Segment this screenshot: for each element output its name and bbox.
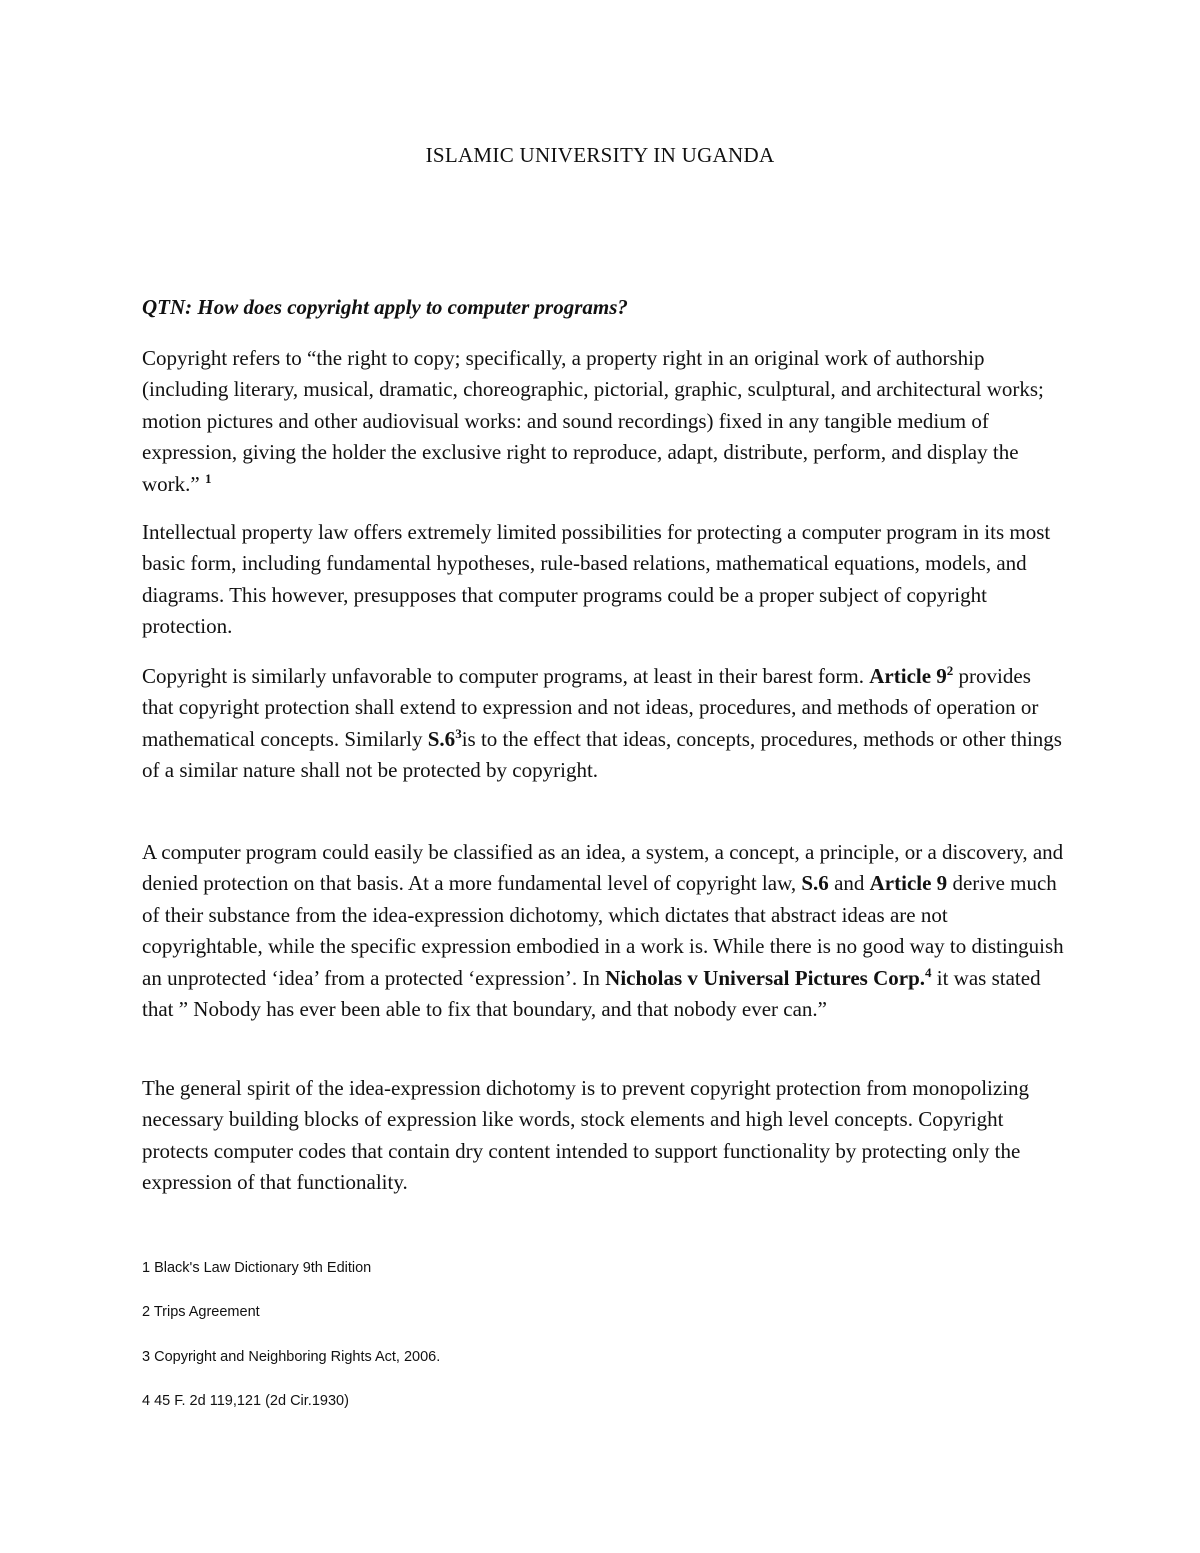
paragraph-text: A computer program could easily be classified as an idea, a system, a concept, a principle, or a discovery, and denied protection on that basis. At a more fundamental level of copyright law, — [142, 840, 1064, 896]
section-6-ref: S.6 — [427, 726, 456, 751]
paragraph-text: Copyright refers to “the right to copy; specifically, a property right in an original work of authorship (including literary, musical, dramatic, choreographic, pictorial, graphic, sculptural, and architectural works; motion pictures and other audiovisual works: and sound recordings) fixed in any tangible medium of expression, giving the holder the exclusive right to reproduce, adapt, distribute, perform, and display the work.” — [142, 346, 1044, 496]
section-6-ref: S.6 — [801, 871, 829, 896]
paragraph-text: and — [828, 871, 870, 896]
footnote-1: 1 Black's Law Dictionary 9th Edition — [142, 1260, 372, 1276]
paragraph-copyright-definition — [142, 343, 1067, 500]
paragraph-text: Copyright is similarly unfavorable to computer programs, at least in their barest form. — [142, 664, 870, 688]
paragraph-text: derive much of their substance from the idea-expression dichotomy, which dictates that abstract ideas are not copyrightable, while the specific expression embodied in a work is. While there is no good way to distinguish an unprotected ‘idea’ from a protected ‘expression’. In — [142, 871, 1064, 990]
footnote-3: 3 Copyright and Neighboring Rights Act, 2006. — [142, 1349, 441, 1365]
case-name: Nicholas v Universal Pictures Corp. — [605, 965, 926, 990]
paragraph-ip-law: Intellectual property law offers extremely limited possibilities for protecting a computer program in its most basic form, including fundamental hypotheses, rule-based relations, mathematical equations, models, and diagrams. This however, presupposes that computer programs could be a proper subject of copyright protection. — [142, 520, 1051, 639]
paragraph-general-spirit: The general spirit of the idea-expression dichotomy is to prevent copyright protection from monopolizing necessary building blocks of expression like words, stock elements and high level concepts. Copyright protects computer codes that contain dry content intended to support functionality by protecting only the expression of that functionality. — [142, 1076, 1030, 1195]
page-title: ISLAMIC UNIVERSITY IN UGANDA — [425, 143, 775, 167]
paragraph-idea-expression — [142, 837, 1067, 1025]
paragraph-text: it was stated that ” Nobody has ever been able to fix that boundary, and that nobody ever can.” — [142, 965, 1041, 1022]
footnote-ref-2[interactable]: 2 — [946, 663, 954, 678]
question-heading: QTN: How does copyright apply to computer programs? — [142, 295, 628, 319]
footnote-ref-3[interactable]: 3 — [455, 725, 462, 741]
paragraph-article-9 — [142, 661, 1067, 787]
footnote-ref-4[interactable]: 4 — [925, 964, 932, 980]
footnote-ref-1[interactable]: 1 — [204, 470, 212, 486]
article-9-ref: Article 9 — [869, 664, 947, 688]
article-9-ref: Article 9 — [869, 871, 948, 896]
footnote-2: 2 Trips Agreement — [142, 1304, 260, 1320]
footnote-4: 4 45 F. 2d 119,121 (2d Cir.1930) — [142, 1393, 349, 1409]
paragraph-text: provides that copyright protection shall extend to expression and not ideas, procedures, and methods of operation or mathematical concepts. Similarly — [142, 664, 1039, 751]
paragraph-text: is to the effect that ideas, concepts, procedures, methods or other things of a similar nature shall not be protected by copyright. — [142, 726, 1062, 783]
